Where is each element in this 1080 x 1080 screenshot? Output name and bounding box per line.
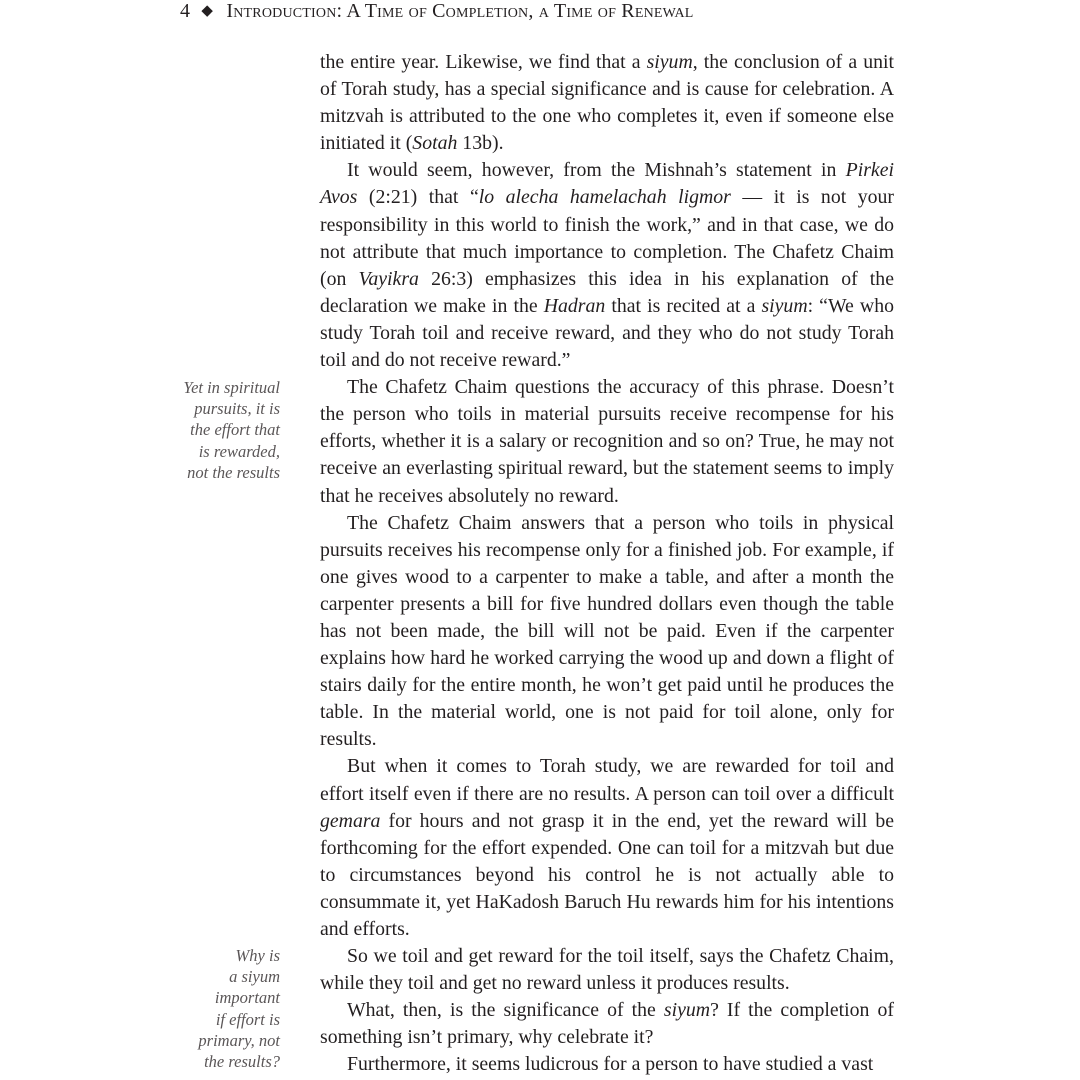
italic-term: Hadran — [543, 294, 606, 317]
paragraph: The Chafetz Chaim answers that a person who toils in physical pursuits receives his recompense only for a finished job. For example, if one gives wood to a carpenter to make a table, and after a month the carpenter presents a bill for five hundred dollars even though the table has not been made, the bill will not be paid. Even if the carpenter explains how hard he worked carrying the wood up and down a flight of stairs daily for the entire month, he won’t get paid until he produces the table. In the material world, one is not paid for toil alone, only for results. — [320, 511, 894, 751]
italic-term: lo alecha hamelachah ligmor — [478, 186, 731, 209]
italic-term: Sotah — [412, 132, 458, 155]
italic-term: siyum — [761, 294, 808, 317]
paragraph: the entire year. Likewise, we find that a siyum, the conclusion of a unit of Torah study, has a special significance and is cause for celebration. A mitzvah is attributed to the one who completes it, even if someone else initiated it (Sotah 13b). — [320, 51, 894, 155]
paragraph: So we toil and get reward for the toil itself, says the Chafetz Chaim, while they toil and get no reward unless it produces results. — [320, 945, 894, 995]
running-header — [180, 0, 694, 25]
margin-note-line: primary, not — [198, 1030, 280, 1050]
italic-term: gemara — [320, 809, 381, 832]
paragraph: Furthermore, it seems ludicrous for a person to have studied a vast — [347, 1053, 874, 1076]
italic-term: Pirkei Avos — [320, 159, 894, 209]
body-text — [320, 49, 894, 1079]
margin-note-siyum — [160, 945, 280, 1072]
margin-note-line: is rewarded, — [198, 441, 280, 461]
italic-term: siyum — [663, 999, 711, 1022]
margin-note-line: Yet in spiritual — [183, 378, 280, 397]
margin-note-line: pursuits, it is — [194, 399, 280, 419]
diamond-separator-icon: ◆ — [201, 3, 214, 19]
italic-term: Vayikra — [358, 267, 419, 290]
margin-note-line: the results? — [204, 1052, 280, 1072]
paragraph: It would seem, however, from the Mishnah’s statement in Pirkei Avos (2:21) that “lo alecha hamelachah ligmor — it is not your responsibility in this world to finish the work,” and in that case, we do not attribute that much importance to completion. The Chafetz Chaim (on Vayikra 26:3) emphasizes this idea in his explanation of the declaration we make in the Hadran that is recited at a siyum: “We who study Torah toil and receive reward, and they who do not study Torah toil and do not receive reward.” — [320, 159, 894, 372]
margin-note-line: important — [214, 988, 280, 1008]
margin-note-effort — [160, 377, 280, 483]
page-number: 4 — [180, 0, 191, 22]
margin-note-line: a siyum — [229, 967, 280, 987]
chapter-title: Introduction: A Time of Completion, a Time of Renewal — [226, 0, 694, 22]
margin-note-line: the effort that — [190, 420, 280, 440]
paragraph: What, then, is the significance of the siyum? If the completion of something isn’t primary, why celebrate it? — [320, 999, 894, 1049]
paragraph: But when it comes to Torah study, we are rewarded for toil and effort itself even if there are no results. A person can toil over a difficult gemara for hours and not grasp it in the end, yet the reward will be forthcoming for the effort expended. One can toil for a mitzvah but due to circumstances beyond his control he is not actually able to consummate it, yet HaKadosh Baruch Hu rewards him for his intentions and efforts. — [320, 755, 894, 940]
paragraph: The Chafetz Chaim questions the accuracy of this phrase. Doesn’t the person who toils in material pursuits receive recompense for his efforts, whether it is a salary or recognition and so on? True, he may not receive an everlasting spiritual reward, but the statement seems to imply that he receives absolutely no reward. — [320, 376, 894, 507]
margin-note-line: Why is — [235, 946, 280, 965]
margin-note-line: not the results — [187, 462, 280, 482]
margin-note-line: if effort is — [215, 1009, 280, 1029]
italic-term: siyum — [646, 51, 693, 73]
